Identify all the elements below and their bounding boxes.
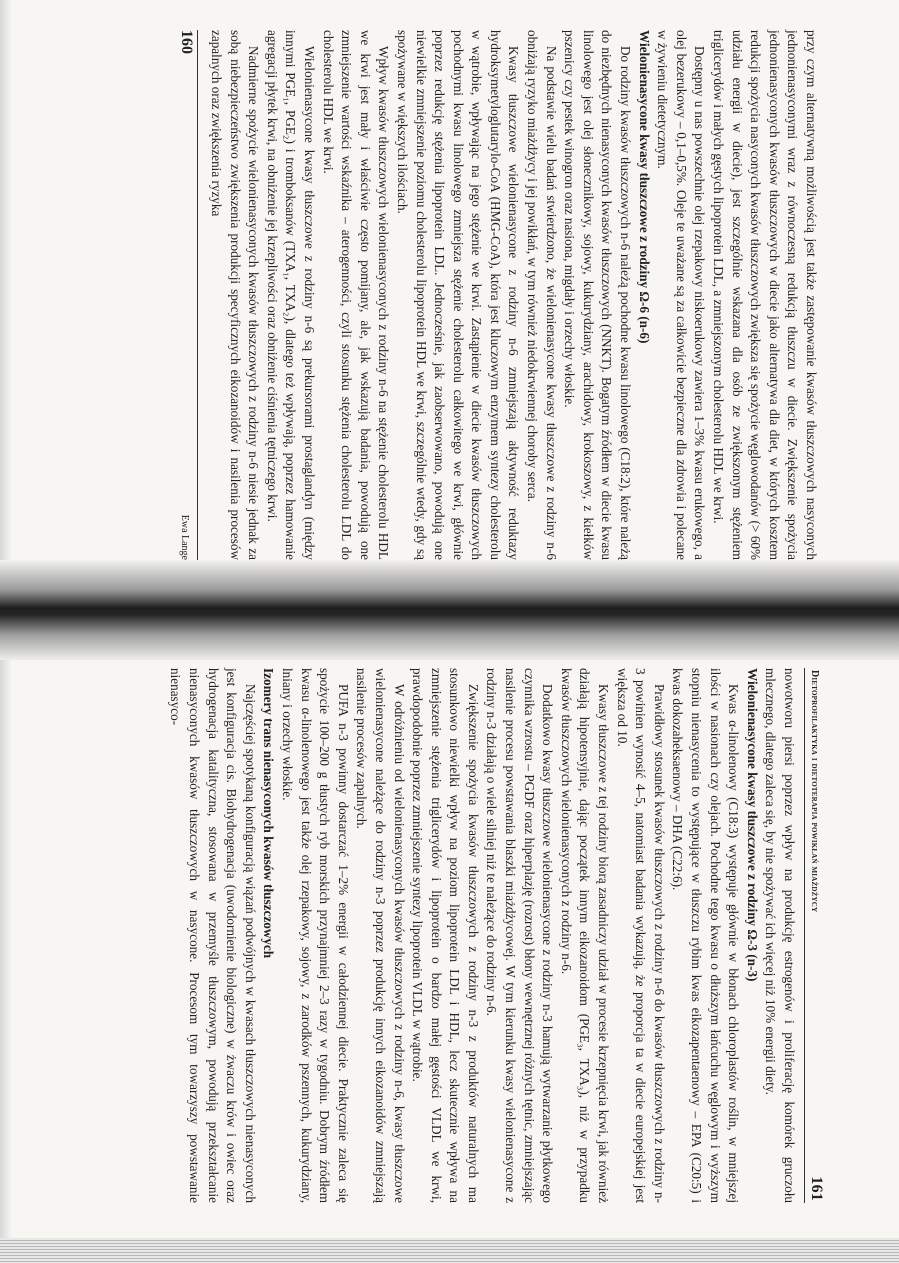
- paragraph: Dostępny u nas powszechnie olej rzepakowy niskoerukowy zawiera 1–3% kwasu erukowego, a olej bezerukowy – 0,1–0,5%. Oleje te uważane są za całkowicie bezpieczne dla zdrowia i polecane w żywieniu dietetycznym.: [655, 30, 708, 560]
- page-161-body: [166, 668, 798, 1203]
- paragraph: Kwas α-linolenowy (C18:3) występuje głównie w błonach chloroplastów roślin, w mniejszej ilości w nasionach czy olejach. Pochodne tego kwasu o dłuższym łańcuchu węglowym i wyższym stopniu nienasycenia to występujące w tłuszczu rybim kwas eikozapentaenowy – EPA (C20:5) i kwas dokozaheksaenowy – DHA (C22:6).: [670, 668, 742, 1203]
- paragraph: PUFA n-3 powinny dostarczać 1–2% energii w całodziennej diecie. Praktycznie zaleca się spożycie 100–200 g tłustych ryb morskich przynajmniej 2–3 razy w tygodniu. Dobrym źródłem kwasu α-linolenowego jest także olej rzepakowy, sojowy, z zarodków pszennych, kukurydziany, lniany i orzechy włoskie.: [279, 668, 351, 1203]
- page-160-footer: [177, 30, 198, 560]
- section-heading: Izomery trans nienasyconych kwasów tłuszczowych: [261, 668, 277, 959]
- paragraph: Wpływ kwasów tłuszczowych wielonienasyconych z rodziny n-6 na stężenie cholesterolu HDL we krwi jest mały i właściwie często pomijany, ale, jak wskazują badania, powodują one zmniejszenie wartości wskaźnika – aterogenności, czyli stosunku stężenia cholesterolu LDL do cholesterolu HDL we krwi.: [320, 30, 392, 560]
- page-160-body: [206, 30, 820, 560]
- paragraph: Na podstawie wielu badań stwierdzono, że wielonienasycone kwasy tłuszczowe z rodziny n-6 obniżają ryzyko miażdżycy i jej powikłań, w tym również niedokrwiennej choroby serca.: [525, 30, 559, 560]
- paragraph: Nadmierne spożycie wielonienasyconych kwasów tłuszczowych z rodziny n-6 niesie jednak za sobą niebezpieczeństwo zwiększenia produkcji specyficznych eikozanoidów i nasilenia procesów zapalnych oraz zwiększenia ryzyka: [209, 30, 262, 560]
- paragraph: nowotworu piersi poprzez wpływ na produkcję estrogenów i proliferację komórek gruczołu mlecznego, dlatego zaleca się, by nie spożywać ich więcej niż 10% energii diety.: [763, 668, 797, 1203]
- paragraph: Zwiększenie spożycia kwasów tłuszczowych z rodziny n-3 z produktów naturalnych ma stosunkowo niewielki wpływ na poziom lipoprotein LDL i HDL, lecz skutecznie wpływa na zmniejszenie stężenia triglicerydów i lipoprotein o bardzo małej gęstości VLDL we krwi, prawdopodobnie poprzez zmniejszenie syntezy lipoprotein VLDL w wątrobie.: [410, 668, 481, 1203]
- paragraph: Najczęściej spotykaną konfiguracją wiązań podwójnych w kwasach tłuszczowych nienasyconych jest konfiguracja cis. Biohydrogenacja (uwodornienie biologiczne) w żwaczu krów i owiec oraz hydrogenacja katalityczna, stosowana w przemyśle tłuszczowym, powodują przekształcanie nienasyconych kwasów tłuszczowych w nasycone. Procesom tym towarzyszy powstawanie nienasyco-: [168, 668, 258, 1203]
- page-161: [85, 668, 825, 1203]
- paragraph: Kwasy tłuszczowe z tej rodziny biorą zasadniczy udział w procesie krzepnięcia krwi, jak również działają hipotensyjnie, dając początek innym eikozanoidom (PGE₃, TXA₃), niż w przypadku kwasów tłuszczowych wielonienasyconych z rodziny n-6.: [558, 668, 612, 1203]
- paragraph: Kwasy tłuszczowe wielonienasycone z rodziny n-6 zmniejszają aktywność reduktazy hydroksymetyloglutarylo-CoA (HMG-CoA), która jest kluczowym enzymem syntezy cholesterolu w wątrobie, wpływając na jego stężenie we krwi. Zastąpienie w diecie kwasów tłuszczowych pochodnymi kwasu linolowego zmniejsza stężenie cholesterolu całkowitego we krwi, głównie poprzez redukcję stężenia lipoprotein LDL. Jednocześnie, jak zaobserwowano, powodują one niewielkie zmniejszenie poziomu cholesterolu lipoprotein HDL we krwi, szczególnie wtedy, gdy są spożywane w większych ilościach.: [394, 30, 522, 560]
- paragraph: Prawidłowy stosunek kwasów tłuszczowych z rodziny n-6 do kwasów tłuszczowych z rodziny n-3 powinien wynosić 4–5, natomiast badania wykazują, że proporcja ta w diecie europejskiej jest większa od 10.: [614, 668, 667, 1203]
- page-number: 161: [808, 1176, 825, 1201]
- paragraph: Dodatkowo kwasy tłuszczowe wielonienasycone z rodziny n-3 hamują wytwarzanie płytkowego czynnika wzrostu – PGDF oraz hiperplazję (rozrost) błony wewnętrznej różnych tętnic, zmniejszając nasilenie procesu powstawania blaszki miażdżycowej. W tym kierunku kwasy wielonienasycone z rodziny n-3 działają o wiele silniej niż te należące do rodziny n-6.: [484, 668, 556, 1203]
- paragraph: Do rodziny kwasów tłuszczowych n-6 należą pochodne kwasu linolowego (C18:2), które należą do niezbędnych nienasyconych kwasów tłuszczowych (NNKT). Bogatym źródłem w diecie kwasu linolowego jest olej słonecznikowy, sojowy, kukurydziany, arachidowy, krokoszowy, z kiełków pszenicy czy pestek winogron oraz nasiona, migdały i orzechy włoskie.: [562, 30, 634, 560]
- page-160: [80, 30, 820, 560]
- paragraph: W odróżnieniu od wielonienasyconych kwasów tłuszczowych z rodziny n-6, kwasy tłuszczowe wielonienasycone należące do rodziny n-3 poprzez produkcję innych eikozanoidów zmniejszają nasilenie procesów zapalnych.: [354, 668, 407, 1203]
- paragraph: Wielonienasycone kwasy tłuszczowe z rodziny n-6 są prekursorami prostaglandyn (między innymi PGE₁, PGE₂) i tromboksanów (TXA₁, TXA₂), dlatego też wpływają, poprzez hamowanie agregacji płytek krwi, na obniżenie jej krzepliwości oraz obniżenie ciśnienia tętniczego krwi.: [264, 30, 317, 560]
- book-gutter-shadow: [0, 560, 899, 660]
- page-number: 160: [178, 30, 196, 54]
- section-heading: Wielonienasycone kwasy tłuszczowe z rodziny Ω-3 (n-3): [744, 668, 760, 982]
- paragraph: przy czym alternatywną możliwością jest także zastępowanie kwasów tłuszczowych nasyconych jednonienasyconymi wraz z równoczesną redukcją tłuszczu w diecie. Zwiększenie spożycia jednonienasyconych kwasów tłuszczowych w diecie jako alternatywa dla diet, w których kosztem redukcji spożycia nasyconych kwasów tłuszczowych zwiększa się spożycie węglowodanów (> 60% udziału energii w diecie), jest szczególnie wskazana dla osób ze zwiększonym stężeniem triglicerydów i małych gęstych lipoprotein LDL, a zmniejszonym cholesterolu HDL we krwi.: [711, 30, 819, 560]
- running-title: Dietoprofilaktyka i dietoterapia powikłań miażdżycy: [809, 670, 820, 913]
- page-161-header: [804, 668, 825, 1203]
- section-heading: Wielonienasycone kwasy tłuszczowe z rodziny Ω-6 (n-6): [636, 30, 652, 344]
- scanner-edge: [0, 1238, 899, 1263]
- author-name: Ewa Lange: [179, 514, 191, 560]
